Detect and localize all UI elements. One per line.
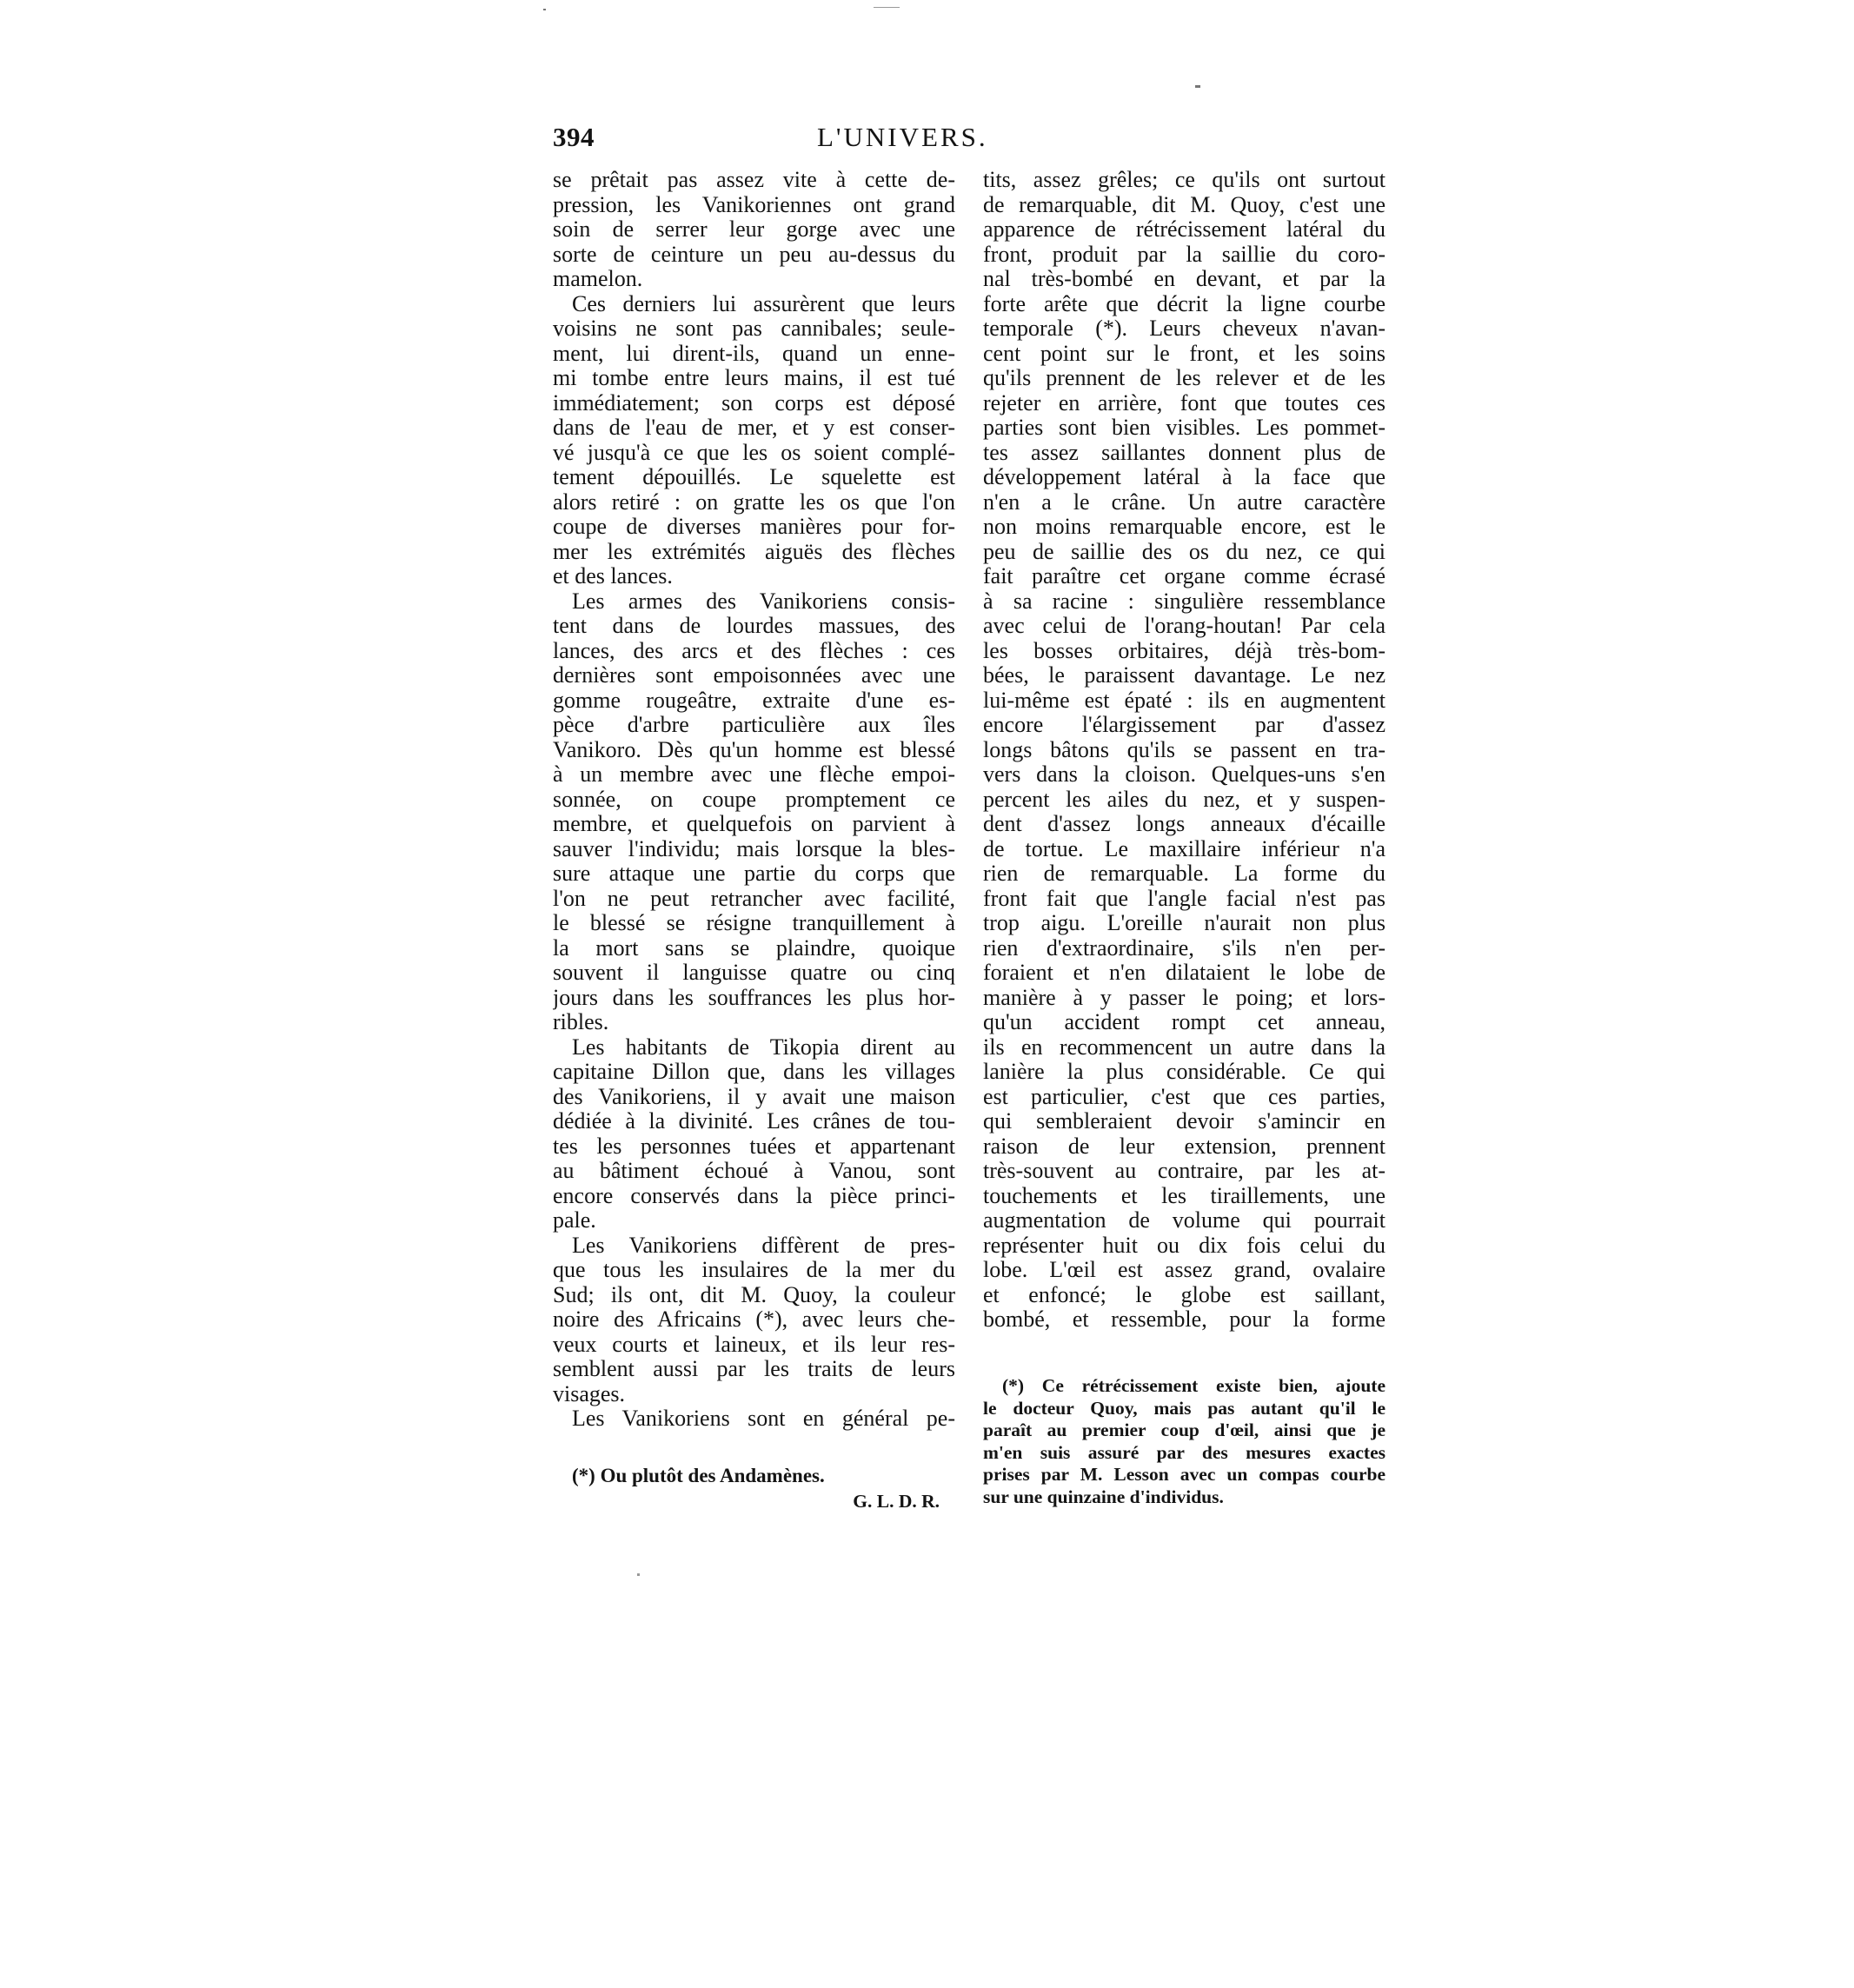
text-line: que tous les insulaires de la mer du — [553, 1258, 955, 1282]
text-line: capitaine Dillon que, dans les villages — [553, 1060, 955, 1084]
text-line: à un membre avec une flèche empoi- — [553, 762, 955, 787]
text-line: souvent il languisse quatre ou cinq — [553, 961, 955, 985]
text-line: sonnée, on coupe promptement ce — [553, 787, 955, 812]
running-head: L'UNIVERS. — [817, 122, 988, 152]
text-line: cent point sur le front, et les soins — [983, 341, 1386, 366]
text-line: Les armes des Vanikoriens consis- — [572, 588, 955, 614]
text-line: qui sembleraient devoir s'amincir en — [983, 1109, 1386, 1134]
text-line: fait paraître cet organe comme écrasé — [983, 564, 1386, 588]
text-line: noire des Africains (*), avec leurs che- — [553, 1307, 955, 1332]
text-line: coupe de diverses manières pour for- — [553, 515, 955, 539]
footnote-left-signature: G. L. D. R. — [853, 1491, 940, 1512]
text-line: rien de remarquable. La forme du — [983, 861, 1386, 886]
text-line: Les Vanikoriens diffèrent de pres- — [572, 1233, 955, 1258]
text-line: ment, lui dirent-ils, quand un enne- — [553, 341, 955, 366]
text-line: apparence de rétrécissement latéral du — [983, 217, 1386, 242]
text-line: front, produit par la saillie du coro- — [983, 242, 1386, 267]
text-line: Sud; ils ont, dit M. Quoy, la couleur — [553, 1282, 955, 1307]
text-line: rejeter en arrière, font que toutes ces — [983, 390, 1386, 416]
text-line: qu'un accident rompt cet anneau, — [983, 1010, 1386, 1034]
text-line: à sa racine : singulière ressemblance — [983, 588, 1386, 614]
text-line: n'en a le crâne. Un autre caractère — [983, 489, 1386, 515]
text-line: se prêtait pas assez vite à cette de- — [553, 168, 955, 192]
text-line: peu de saillie des os du nez, ce qui — [983, 539, 1386, 564]
text-line: raison de leur extension, prennent — [983, 1134, 1386, 1159]
footnote-line: m'en suis assuré par des mesures exactes — [983, 1441, 1386, 1463]
text-line: pèce d'arbre particulière aux îles — [553, 713, 955, 737]
text-line: tement dépouillés. Le squelette est — [553, 465, 955, 489]
text-line: qu'ils prennent de les relever et de les — [983, 366, 1386, 390]
text-line: encore conservés dans la pièce princi- — [553, 1183, 955, 1208]
text-line: pale. — [553, 1208, 596, 1233]
text-line: l'on ne peut retrancher avec facilité, — [553, 886, 955, 911]
text-line: forte arête que décrit la ligne courbe — [983, 291, 1386, 316]
text-line: pression, les Vanikoriennes ont grand — [553, 192, 955, 217]
text-line: sorte de ceinture un peu au-dessus du — [553, 242, 955, 267]
text-line: immédiatement; son corps est déposé — [553, 390, 955, 416]
footnote-right — [983, 1375, 1386, 1508]
text-line: au bâtiment échoué à Vanou, sont — [553, 1159, 955, 1183]
text-line: la mort sans se plaindre, quoique — [553, 935, 955, 961]
text-line: lobe. L'œil est assez grand, ovalaire — [983, 1258, 1386, 1282]
text-line: lanière la plus considérable. Ce qui — [983, 1060, 1386, 1084]
text-line: visages. — [553, 1381, 626, 1406]
footnote-line: sur une quinzaine d'individus. — [983, 1486, 1224, 1507]
page-number: 394 — [553, 122, 595, 152]
text-line: très-souvent au contraire, par les at- — [983, 1159, 1386, 1183]
text-line: de remarquable, dit M. Quoy, c'est une — [983, 192, 1386, 217]
text-line: touchements et les tiraillements, une — [983, 1183, 1386, 1208]
text-line: alors retiré : on gratte les os que l'on — [553, 489, 955, 515]
text-line: dans de l'eau de mer, et y est conser- — [553, 416, 955, 440]
text-line: membre, et quelquefois on parvient à — [553, 812, 955, 836]
text-line: jours dans les souffrances les plus hor- — [553, 985, 955, 1010]
text-line: mer les extrémités aiguës des flèches — [553, 539, 955, 564]
text-line: mi tombe entre leurs mains, il est tué — [553, 366, 955, 390]
scan-speck — [874, 7, 900, 8]
text-line: lui-même est épaté : ils en augmentent — [983, 688, 1386, 713]
text-line: dédiée à la divinité. Les crânes de tou- — [553, 1109, 955, 1134]
footnote-line: le docteur Quoy, mais pas autant qu'il le — [983, 1397, 1386, 1419]
text-line: gomme rougeâtre, extraite d'une es- — [553, 688, 955, 713]
text-line: voisins ne sont pas cannibales; seule- — [553, 316, 955, 341]
text-line: encore l'élargissement par d'assez — [983, 713, 1386, 737]
text-line: parties sont bien visibles. Les pommet- — [983, 416, 1386, 440]
text-line: et enfoncé; le globe est saillant, — [983, 1282, 1386, 1307]
text-line: foraient et n'en dilataient le lobe de — [983, 961, 1386, 985]
footnote-line: paraît au premier coup d'œil, ainsi que je — [983, 1420, 1386, 1440]
text-line: dent d'assez longs anneaux d'écaille — [983, 812, 1386, 836]
footnote-line: prises par M. Lesson avec un compas courbe — [983, 1464, 1386, 1485]
scan-speck — [1195, 85, 1200, 88]
text-line: vé jusqu'à ce que les os soient complé- — [553, 440, 955, 465]
text-line: ribles. — [553, 1010, 609, 1034]
text-line: Ces derniers lui assurèrent que leurs — [572, 291, 955, 316]
right-text-column — [983, 168, 1386, 1333]
text-line: tes les personnes tuées et appartenant — [553, 1134, 955, 1159]
text-line: trop aigu. L'oreille n'aurait non plus — [983, 911, 1386, 935]
text-line: bées, le paraissent davantage. Le nez — [983, 663, 1386, 688]
footnote-left-text: (*) Ou plutôt des Andamènes. — [572, 1465, 825, 1486]
text-line: lances, des arcs et des flèches : ces — [553, 638, 955, 663]
text-line: semblent aussi par les traits de leurs — [553, 1357, 955, 1381]
text-line: non moins remarquable encore, est le — [983, 515, 1386, 539]
text-line: vers dans la cloison. Quelques-uns s'en — [983, 762, 1386, 787]
text-line: de tortue. Le maxillaire inférieur n'a — [983, 836, 1386, 861]
text-line: temporale (*). Leurs cheveux n'avan- — [983, 316, 1386, 341]
text-line: manière à y passer le poing; et lors- — [983, 985, 1386, 1010]
text-line: Vanikoro. Dès qu'un homme est blessé — [553, 737, 955, 762]
text-line: bombé, et ressemble, pour la forme — [983, 1307, 1386, 1332]
text-line: front fait que l'angle facial n'est pas — [983, 886, 1386, 911]
text-line: les bosses orbitaires, déjà très-bom- — [983, 638, 1386, 663]
text-line: sauver l'individu; mais lorsque la bles- — [553, 836, 955, 861]
text-line: tent dans de lourdes massues, des — [553, 614, 955, 638]
text-line: nal très-bombé en devant, et par la — [983, 267, 1386, 291]
text-line: tits, assez grêles; ce qu'ils ont surtout — [983, 168, 1386, 192]
text-line: le blessé se résigne tranquillement à — [553, 911, 955, 935]
text-line: veux courts et laineux, et ils leur res- — [553, 1332, 955, 1357]
scan-speck — [637, 1573, 640, 1576]
text-line: percent les ailes du nez, et y suspen- — [983, 787, 1386, 812]
text-line: rien d'extraordinaire, s'ils n'en per- — [983, 935, 1386, 961]
text-line: Les Vanikoriens sont en général pe- — [572, 1406, 955, 1431]
text-line: sure attaque une partie du corps que — [553, 861, 955, 886]
text-line: représenter huit ou dix fois celui du — [983, 1233, 1386, 1258]
text-line: Les habitants de Tikopia dirent au — [572, 1034, 955, 1060]
text-line: développement latéral à la face que — [983, 465, 1386, 489]
text-line: augmentation de volume qui pourrait — [983, 1208, 1386, 1233]
text-line: mamelon. — [553, 267, 643, 291]
text-line: ils en recommencent un autre dans la — [983, 1034, 1386, 1060]
text-line: et des lances. — [553, 564, 673, 588]
scan-speck — [543, 9, 546, 10]
text-line: soin de serrer leur gorge avec une — [553, 217, 955, 242]
text-line: est particulier, c'est que ces parties, — [983, 1084, 1386, 1109]
text-line: tes assez saillantes donnent plus de — [983, 440, 1386, 465]
text-line: avec celui de l'orang-houtan! Par cela — [983, 614, 1386, 638]
footnote-line: (*) Ce rétrécissement existe bien, ajoute — [1002, 1375, 1386, 1396]
left-text-column — [553, 168, 955, 1432]
footnote-left — [553, 1463, 955, 1513]
text-line: des Vanikoriens, il y avait une maison — [553, 1084, 955, 1109]
text-line: dernières sont empoisonnées avec une — [553, 663, 955, 688]
text-line: longs bâtons qu'ils se passent en tra- — [983, 737, 1386, 762]
